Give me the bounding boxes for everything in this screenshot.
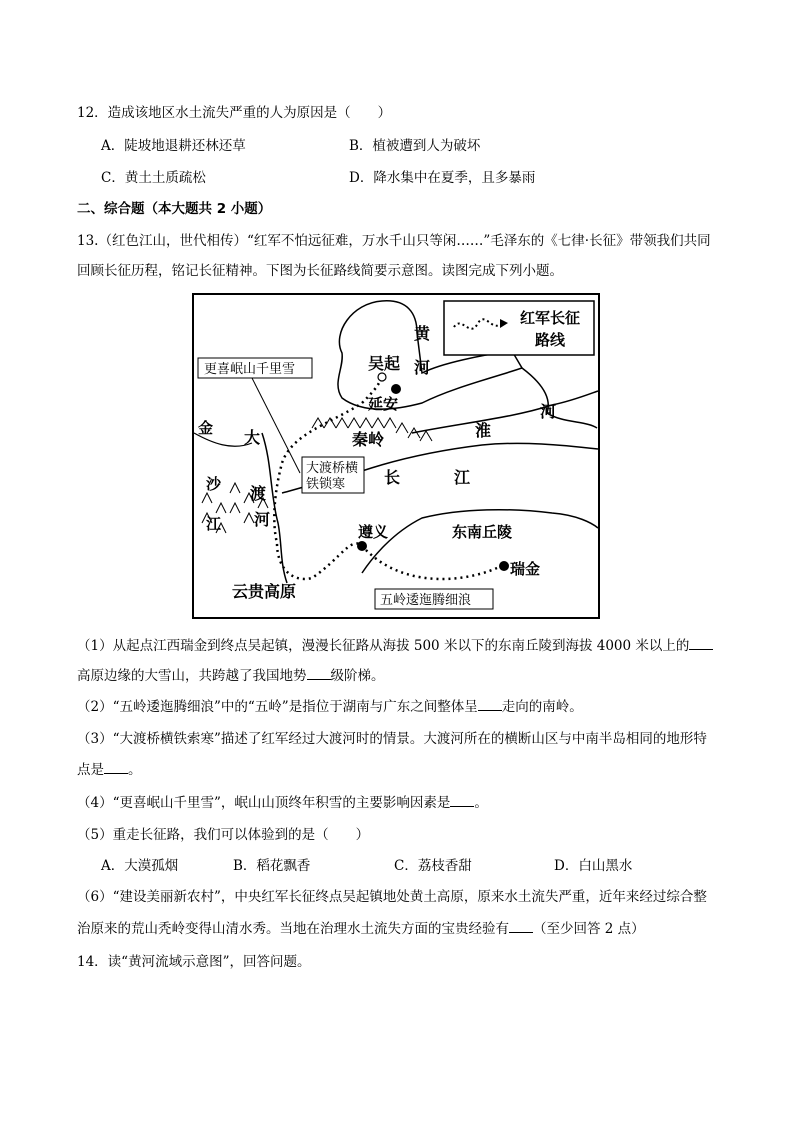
q12-option-b: B．植被遭到人为破坏 xyxy=(349,138,481,154)
q13-sub5: （5）重走长征路，我们可以体验到的是（ ） xyxy=(77,827,370,843)
q13-sub5-option-d: D．白山黑水 xyxy=(554,858,633,874)
q13-intro-line1: 13.（红色江山，世代相传）“红军不怕远征难，万水千山只等闲……”毛泽东的《七律·长征》带领我们共同 xyxy=(77,233,711,249)
q13-intro-line2: 回顾长征历程，铭记长征精神。下图为长征路线简要示意图。读图完成下列小题。 xyxy=(77,263,563,279)
q12-option-a: A．陡坡地退耕还林还草 xyxy=(101,138,246,154)
section-heading: 二、综合题（本大题共 2 小题） xyxy=(77,201,272,217)
he-label-3: 河 xyxy=(254,510,271,529)
q12-option-d: D．降水集中在夏季，且多暴雨 xyxy=(349,170,536,186)
q12-stem: 12．造成该地区水土流失严重的人为原因是（ ） xyxy=(77,105,392,121)
q13-sub1-line1: （1）从起点江西瑞金到终点吴起镇，漫漫长征路从海拔 500 米以下的东南丘陵到海拔 4000 米以上的 xyxy=(77,637,713,655)
ruijin-point xyxy=(499,561,509,571)
q13-sub3-line2: 点是 。 xyxy=(77,762,142,778)
sha-label: 沙 xyxy=(206,475,222,493)
qinling-label: 秦岭 xyxy=(352,430,385,449)
q13-sub1-line2: 高原边缘的大雪山，共跨越了我国地势 级阶梯。 xyxy=(77,668,385,684)
ruijin-label: 瑞金 xyxy=(510,560,541,578)
he-label-1: 河 xyxy=(414,358,431,377)
q12-option-c: C．黄土土质疏松 xyxy=(101,170,206,186)
zunyi-point xyxy=(357,541,367,551)
yungui-label: 云贵高原 xyxy=(232,582,297,601)
q13-sub5-option-c: C．荔枝香甜 xyxy=(394,858,472,874)
q13-sub3-line1: （3）“大渡桥横铁索寒”描述了红军经过大渡河时的情景。大渡河所在的横断山区与中南半岛相同的地形特 xyxy=(77,731,707,747)
dadu-label-line2: 铁锁寒 xyxy=(306,477,346,492)
wuqi-label: 吴起 xyxy=(368,354,401,373)
q14-stem: 14．读“黄河流域示意图”，回答问题。 xyxy=(77,954,311,970)
q13-sub5-option-b: B．稻花飘香 xyxy=(233,858,311,874)
q13-sub5-option-a: A．大漠孤烟 xyxy=(101,858,179,874)
yanan-point xyxy=(391,384,401,394)
answer-blank[interactable] xyxy=(478,698,502,711)
yanan-label: 延安 xyxy=(368,395,399,413)
he-label-2: 河 xyxy=(540,402,557,421)
q13-sub4: （4）“更喜岷山千里雪”，岷山山顶终年积雪的主要影响因素是 。 xyxy=(77,795,488,811)
du-label: 渡 xyxy=(250,484,267,503)
answer-blank[interactable] xyxy=(509,920,533,933)
q13-sub6-line2: 治原来的荒山秃岭变得山清水秀。当地在治理水土流失方面的宝贵经验有 （至少回答 2 点） xyxy=(77,921,645,937)
q13-sub6-line1: （6）“建设美丽新农村”，中央红军长征终点吴起镇地处黄土高原，原来水土流失严重，近年来经过综合整 xyxy=(77,889,707,905)
answer-blank[interactable] xyxy=(689,637,713,650)
huai-label: 淮 xyxy=(475,421,492,440)
minshan-label: 更喜岷山千里雪 xyxy=(204,362,296,377)
long-march-map xyxy=(192,293,600,619)
answer-blank[interactable] xyxy=(104,761,128,774)
dongnan-label: 东南丘陵 xyxy=(452,523,513,541)
q13-sub2: （2）“五岭逶迤腾细浪”中的“五岭”是指位于湖南与广东之间整体呈 走向的南岭。 xyxy=(77,699,583,715)
jiang-label: 江 xyxy=(454,468,471,487)
jiang-label-2: 江 xyxy=(206,515,222,533)
chang-label: 长 xyxy=(384,468,401,487)
answer-blank[interactable] xyxy=(450,794,474,807)
wuqi-point xyxy=(378,373,386,381)
huang-label: 黄 xyxy=(414,324,431,343)
da-label: 大 xyxy=(244,428,261,447)
legend-title: 红军长征 xyxy=(520,309,581,327)
dadu-label-line1: 大渡桥横 xyxy=(306,461,359,476)
answer-blank[interactable] xyxy=(307,667,331,680)
wuling-label: 五岭逶迤腾细浪 xyxy=(380,593,472,608)
zunyi-label: 遵义 xyxy=(358,523,389,541)
legend-subtitle: 路线 xyxy=(535,331,566,349)
jin-label: 金 xyxy=(198,419,214,437)
